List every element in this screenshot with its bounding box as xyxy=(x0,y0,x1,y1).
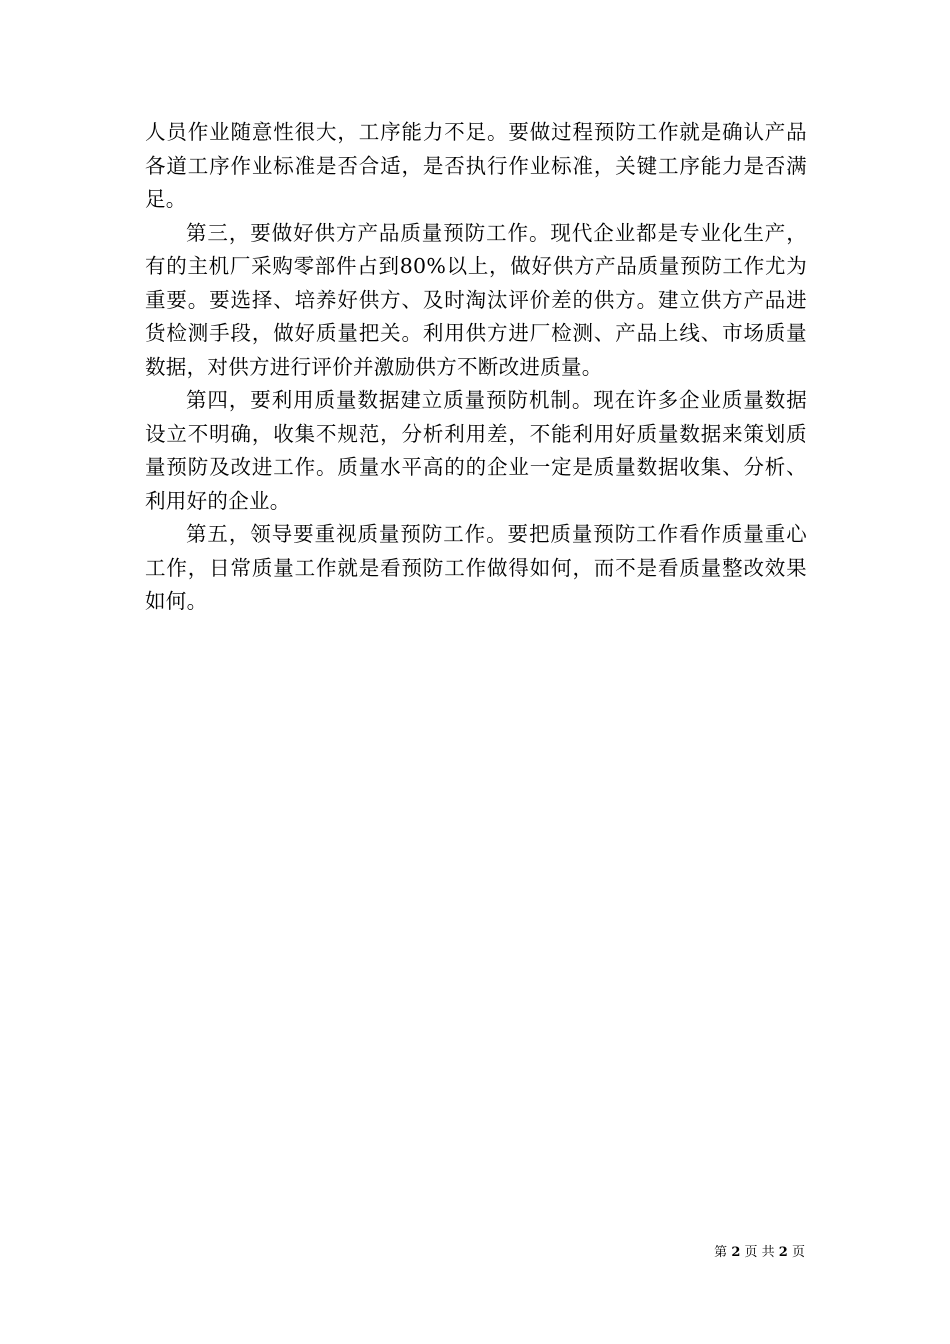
footer-prefix: 第 xyxy=(714,1245,728,1260)
page-number-footer xyxy=(714,1244,805,1262)
footer-current-page: 2 xyxy=(731,1245,741,1260)
paragraph-quality-data: 第四，要利用质量数据建立质量预防机制。现在许多企业质量数据设立不明确，收集不规范，分析利用差，不能利用好质量数据来策划质量预防及改进工作。质量水平高的的企业一定是质量数据收集、分析、利用好的企业。 xyxy=(145,388,807,513)
paragraph-leadership: 第五，领导要重视质量预防工作。要把质量预防工作看作质量重心工作，日常质量工作就是看预防工作做得如何，而不是看质量整改效果如何。 xyxy=(145,522,807,613)
footer-suffix: 页 xyxy=(791,1245,805,1260)
footer-total-pages: 2 xyxy=(778,1245,788,1260)
paragraph-continuation: 人员作业随意性很大，工序能力不足。要做过程预防工作就是确认产品各道工序作业标准是否合适，是否执行作业标准，关键工序能力是否满足。 xyxy=(145,120,807,211)
paragraph-supplier-prevention: 第三，要做好供方产品质量预防工作。现代企业都是专业化生产，有的主机厂采购零部件占到80%以上，做好供方产品质量预防工作尤为重要。要选择、培养好供方、及时淘汰评价差的供方。建立供方产品进货检测手段，做好质量把关。利用供方进厂检测、产品上线、市场质量数据，对供方进行评价并激励供方不断改进质量。 xyxy=(145,220,807,379)
document-body xyxy=(145,116,807,619)
footer-middle: 页 共 xyxy=(744,1245,775,1260)
